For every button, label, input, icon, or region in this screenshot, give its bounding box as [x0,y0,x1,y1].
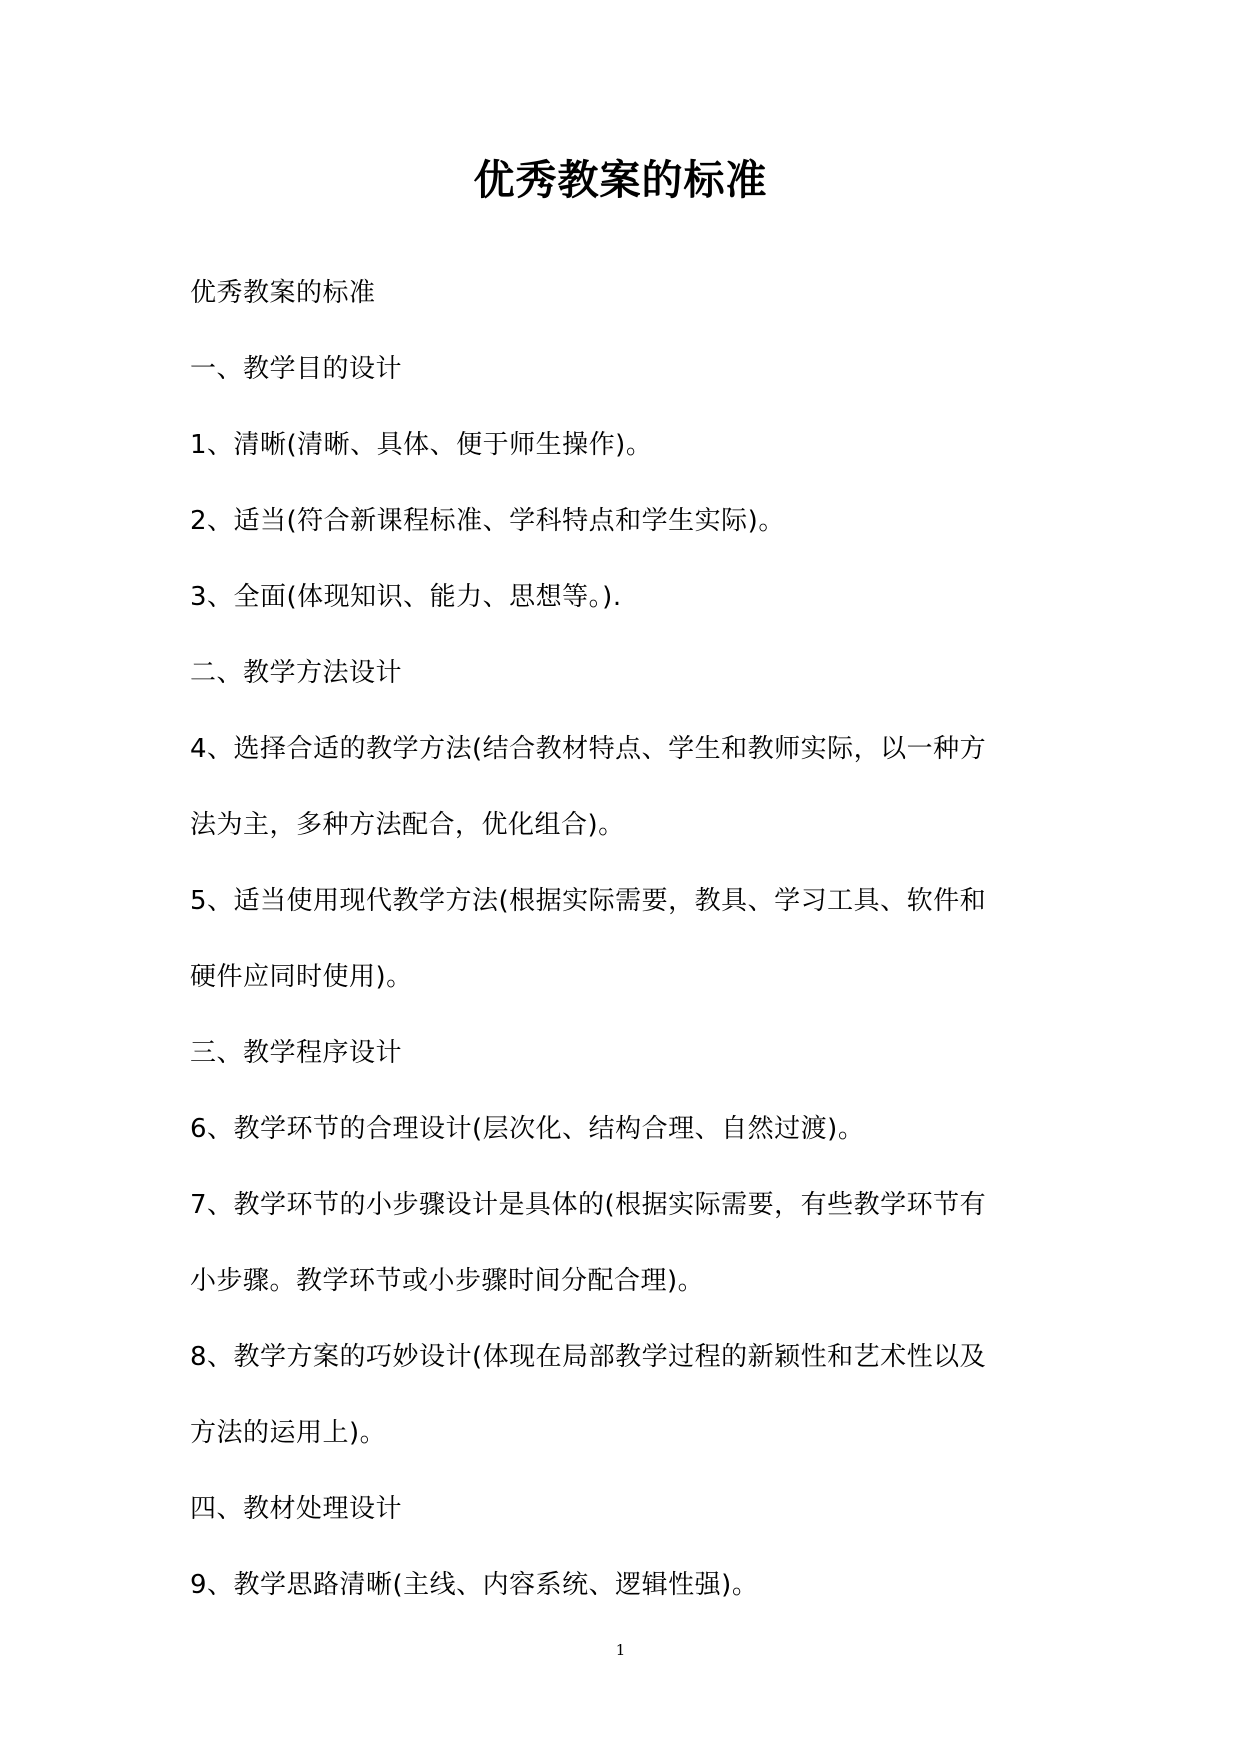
section-heading: 一、教学目的设计 [190,354,403,384]
list-item-continuation: 方法的运用上)。 [190,1418,387,1448]
page-number: 1 [615,1641,626,1659]
section-heading: 三、教学程序设计 [190,1038,403,1068]
section-heading: 二、教学方法设计 [190,658,403,688]
body-line: 优秀教案的标准 [190,278,376,308]
list-item: 5、适当使用现代教学方法(根据实际需要，教具、学习工具、软件和 [190,886,987,916]
list-item: 6、教学环节的合理设计(层次化、结构合理、自然过渡)。 [190,1114,865,1144]
list-item-continuation: 硬件应同时使用)。 [190,962,413,992]
document-body [190,255,1070,1623]
list-item: 4、选择合适的教学方法(结合教材特点、学生和教师实际，以一种方 [190,734,987,764]
list-item: 3、全面(体现知识、能力、思想等。). [190,582,622,612]
list-item: 8、教学方案的巧妙设计(体现在局部教学过程的新颖性和艺术性以及 [190,1342,987,1372]
list-item: 7、教学环节的小步骤设计是具体的(根据实际需要，有些教学环节有 [190,1190,987,1220]
list-item: 1、清晰(清晰、具体、便于师生操作)。 [190,430,653,460]
section-heading: 四、教材处理设计 [190,1494,403,1524]
list-item: 2、适当(符合新课程标准、学科特点和学生实际)。 [190,506,785,536]
document-title: 优秀教案的标准 [473,156,768,204]
list-item: 9、教学思路清晰(主线、内容系统、逻辑性强)。 [190,1570,759,1600]
list-item-continuation: 法为主，多种方法配合，优化组合)。 [190,810,625,840]
list-item-continuation: 小步骤。教学环节或小步骤时间分配合理)。 [190,1266,705,1296]
